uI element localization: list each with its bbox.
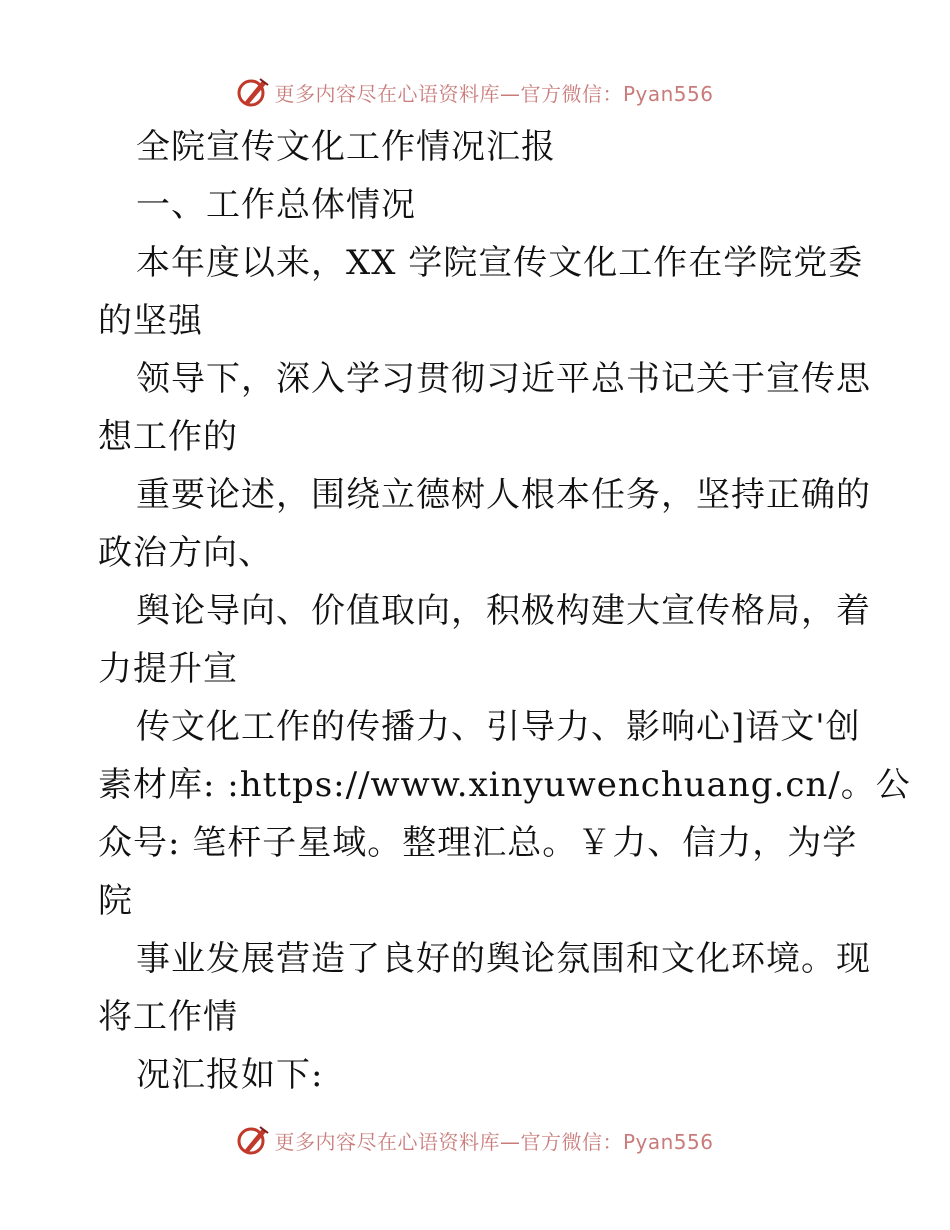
paragraph-line: 将工作情 <box>98 997 238 1037</box>
document-body <box>98 118 911 1104</box>
paragraph-line: 况汇报如下: <box>136 1055 324 1095</box>
paragraph-line: 力提升宣 <box>98 649 238 689</box>
paragraph-line: 的坚强 <box>98 301 203 341</box>
paragraph-line: 院 <box>98 881 133 921</box>
doc-title: 全院宣传文化工作情况汇报 <box>136 127 556 167</box>
paragraph-line: 想工作的 <box>98 417 238 457</box>
header-banner <box>0 70 950 114</box>
paragraph-line: 舆论导向、价值取向，积极构建大宣传格局，着 <box>136 591 871 631</box>
paragraph-line: 政治方向、 <box>98 533 273 573</box>
section-heading: 一、工作总体情况 <box>136 185 416 225</box>
footer-banner-text: 更多内容尽在心语资料库—官方微信：Pyan556 <box>274 1129 714 1154</box>
paragraph-line: 重要论述，围绕立德树人根本任务，坚持正确的 <box>136 475 871 515</box>
paragraph-line: 领导下，深入学习贯彻习近平总书记关于宣传思 <box>136 359 871 399</box>
paragraph-line: 事业发展营造了良好的舆论氛围和文化环境。现 <box>136 939 871 979</box>
paragraph-line: 传文化工作的传播力、引导力、影响心]语文'创 <box>136 707 861 747</box>
quill-logo-icon <box>236 1123 270 1157</box>
footer-banner <box>0 1118 950 1162</box>
paragraph-line: 素材库: :https://www.xinyuwenchuang.cn/。公 <box>98 765 911 805</box>
paragraph-line: 本年度以来，XX 学院宣传文化工作在学院党委 <box>136 243 864 283</box>
paragraph-line: 众号: 笔杆子星域。整理汇总。￥力、信力，为学 <box>98 823 858 863</box>
quill-logo-icon <box>236 75 270 109</box>
header-banner-text: 更多内容尽在心语资料库—官方微信：Pyan556 <box>274 81 714 106</box>
